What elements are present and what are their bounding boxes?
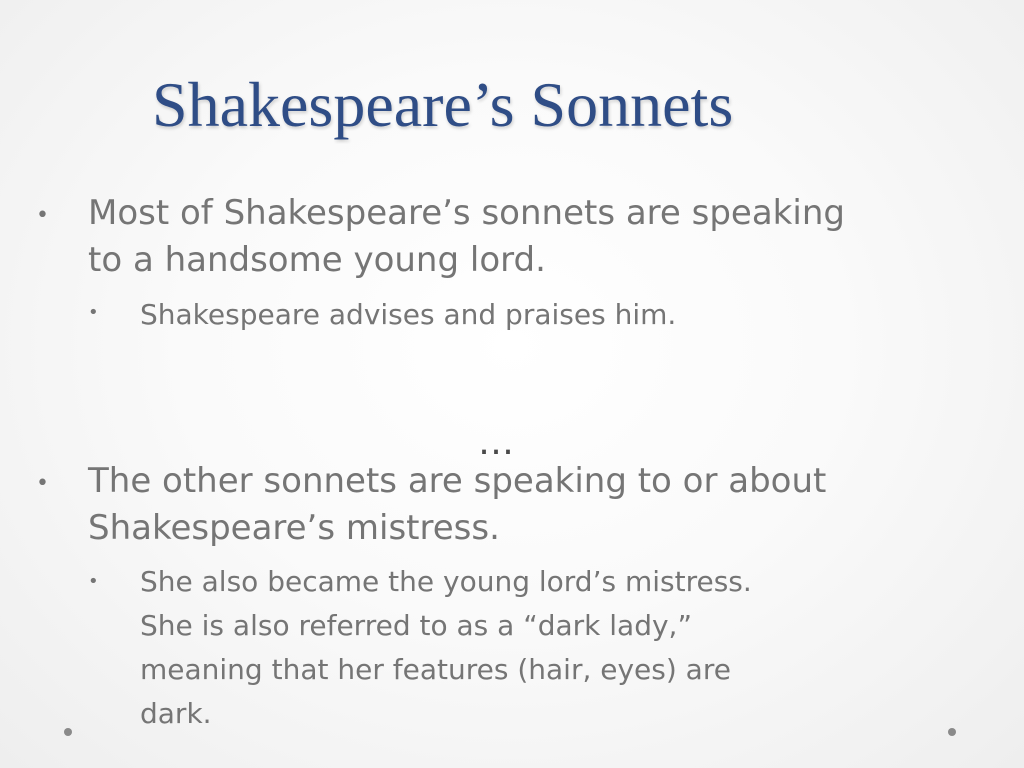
bullet-text-line: Shakespeare’s mistress. — [88, 508, 500, 548]
bullet-text-line: She is also referred to as a “dark lady,” — [140, 609, 692, 642]
bullet-text-line: meaning that her features (hair, eyes) are — [140, 653, 731, 686]
bullet-text-line: The other sonnets are speaking to or about — [88, 461, 827, 501]
bullet-marker: • — [36, 471, 49, 496]
slide-title: Shakespeare’s Sonnets — [152, 69, 734, 140]
ellipsis-separator: … — [478, 422, 516, 463]
bullet-text-line: She also became the young lord’s mistress. — [140, 565, 752, 598]
bullet-text-line: dark. — [140, 697, 212, 730]
bullet-text-line: Most of Shakespeare’s sonnets are speaking — [88, 193, 845, 233]
bullet-text-line: Shakespeare advises and praises him. — [140, 298, 677, 331]
bullet-marker: • — [88, 302, 99, 323]
bullet-marker: • — [88, 571, 99, 592]
decorative-dot-right — [948, 728, 956, 736]
bullet-marker: • — [36, 203, 49, 228]
decorative-dot-left — [64, 728, 72, 736]
bullet-text-line: to a handsome young lord. — [88, 240, 546, 280]
